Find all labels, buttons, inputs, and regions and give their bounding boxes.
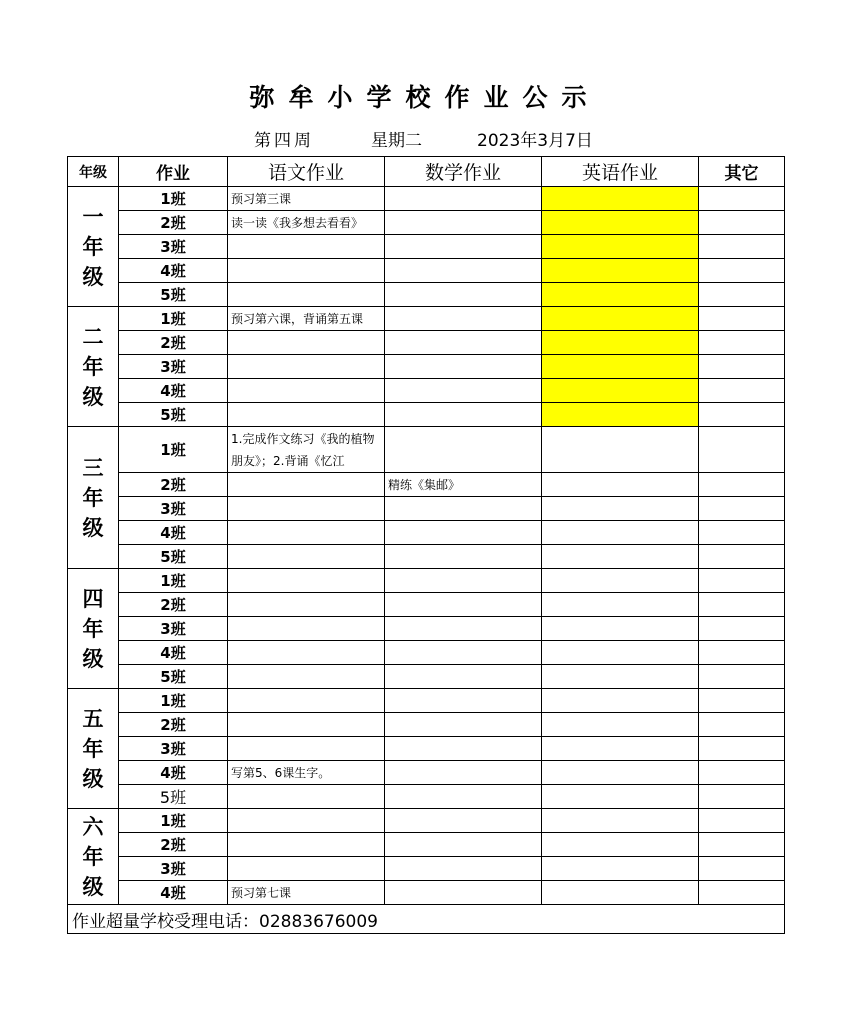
math-homework-cell xyxy=(385,593,542,617)
col-header-other: 其它 xyxy=(699,157,785,187)
other-homework-cell xyxy=(699,235,785,259)
class-label: 4班 xyxy=(119,379,228,403)
class-label: 2班 xyxy=(119,211,228,235)
week-label: 第四周 xyxy=(254,131,314,151)
table-row xyxy=(68,497,785,521)
table-row xyxy=(68,283,785,307)
english-homework-cell xyxy=(542,641,699,665)
chinese-homework-cell xyxy=(228,379,385,403)
grade-label xyxy=(68,307,119,427)
english-homework-cell xyxy=(542,593,699,617)
class-label: 3班 xyxy=(119,617,228,641)
col-header-math: 数学作业 xyxy=(385,157,542,187)
table-row xyxy=(68,187,785,211)
math-homework-cell xyxy=(385,617,542,641)
chinese-homework-cell xyxy=(228,403,385,427)
math-homework-cell xyxy=(385,857,542,881)
english-homework-cell xyxy=(542,235,699,259)
english-homework-cell xyxy=(542,545,699,569)
english-homework-cell xyxy=(542,665,699,689)
other-homework-cell xyxy=(699,283,785,307)
chinese-homework-cell xyxy=(228,235,385,259)
math-homework-cell xyxy=(385,497,542,521)
table-row xyxy=(68,211,785,235)
table-row xyxy=(68,641,785,665)
english-homework-cell xyxy=(542,521,699,545)
grade-label xyxy=(68,809,119,905)
other-homework-cell xyxy=(699,593,785,617)
table-row xyxy=(68,355,785,379)
class-label: 1班 xyxy=(119,689,228,713)
math-homework-cell xyxy=(385,187,542,211)
col-header-chinese: 语文作业 xyxy=(228,157,385,187)
table-row xyxy=(68,235,785,259)
header-row xyxy=(68,157,785,187)
chinese-homework-cell xyxy=(228,713,385,737)
math-homework-cell: 精练《集邮》 xyxy=(385,473,542,497)
table-row xyxy=(68,689,785,713)
table-row xyxy=(68,545,785,569)
grade-char: 级 xyxy=(82,646,104,671)
chinese-homework-cell xyxy=(228,259,385,283)
chinese-homework-cell xyxy=(228,521,385,545)
math-homework-cell xyxy=(385,881,542,905)
class-label: 1班 xyxy=(119,427,228,473)
other-homework-cell xyxy=(699,689,785,713)
table-row xyxy=(68,809,785,833)
other-homework-cell xyxy=(699,307,785,331)
english-homework-cell xyxy=(542,569,699,593)
math-homework-cell xyxy=(385,785,542,809)
grade-char: 年 xyxy=(82,354,104,379)
other-homework-cell xyxy=(699,521,785,545)
other-homework-cell xyxy=(699,737,785,761)
other-homework-cell xyxy=(699,427,785,473)
grade-char: 级 xyxy=(82,264,104,289)
chinese-homework-cell: 预习第六课，背诵第五课 xyxy=(228,307,385,331)
other-homework-cell xyxy=(699,641,785,665)
class-label: 1班 xyxy=(119,187,228,211)
chinese-homework-cell: 读一读《我多想去看看》 xyxy=(228,211,385,235)
class-label: 3班 xyxy=(119,857,228,881)
class-label: 4班 xyxy=(119,641,228,665)
other-homework-cell xyxy=(699,665,785,689)
math-homework-cell xyxy=(385,259,542,283)
math-homework-cell xyxy=(385,761,542,785)
table-row xyxy=(68,259,785,283)
class-label: 1班 xyxy=(119,809,228,833)
english-homework-cell xyxy=(542,211,699,235)
chinese-homework-cell: 预习第三课 xyxy=(228,187,385,211)
table-row xyxy=(68,569,785,593)
col-header-english: 英语作业 xyxy=(542,157,699,187)
other-homework-cell xyxy=(699,497,785,521)
grade-label xyxy=(68,187,119,307)
math-homework-cell xyxy=(385,545,542,569)
english-homework-cell xyxy=(542,187,699,211)
chinese-homework-cell xyxy=(228,833,385,857)
table-row xyxy=(68,713,785,737)
chinese-homework-cell: 写第5、6课生字。 xyxy=(228,761,385,785)
other-homework-cell xyxy=(699,545,785,569)
english-homework-cell xyxy=(542,497,699,521)
chinese-homework-cell xyxy=(228,785,385,809)
class-label: 3班 xyxy=(119,355,228,379)
chinese-homework-cell xyxy=(228,641,385,665)
other-homework-cell xyxy=(699,355,785,379)
math-homework-cell xyxy=(385,235,542,259)
other-homework-cell xyxy=(699,569,785,593)
table-row xyxy=(68,427,785,473)
grade-char: 级 xyxy=(82,515,104,540)
col-header-assignment: 作业 xyxy=(119,157,228,187)
footer-row xyxy=(68,905,785,934)
chinese-homework-cell: 预习第七课 xyxy=(228,881,385,905)
english-homework-cell xyxy=(542,785,699,809)
other-homework-cell xyxy=(699,403,785,427)
other-homework-cell xyxy=(699,857,785,881)
table-row xyxy=(68,833,785,857)
other-homework-cell xyxy=(699,379,785,403)
chinese-homework-cell xyxy=(228,569,385,593)
class-label: 3班 xyxy=(119,497,228,521)
other-homework-cell xyxy=(699,331,785,355)
class-label: 1班 xyxy=(119,569,228,593)
table-row xyxy=(68,331,785,355)
english-homework-cell xyxy=(542,307,699,331)
other-homework-cell xyxy=(699,809,785,833)
other-homework-cell xyxy=(699,785,785,809)
table-row xyxy=(68,737,785,761)
class-label: 3班 xyxy=(119,235,228,259)
chinese-homework-cell xyxy=(228,665,385,689)
table-row xyxy=(68,617,785,641)
page-title: 弥牟小学校作业公示 xyxy=(249,83,601,112)
english-homework-cell xyxy=(542,881,699,905)
weekday-label: 星期二 xyxy=(371,131,422,151)
table-row xyxy=(68,593,785,617)
other-homework-cell xyxy=(699,833,785,857)
complaint-hotline: 作业超量学校受理电话：02883676009 xyxy=(68,905,785,934)
grade-char: 五 xyxy=(82,706,104,731)
grade-char: 年 xyxy=(82,844,104,869)
grade-char: 年 xyxy=(82,736,104,761)
chinese-homework-cell xyxy=(228,857,385,881)
chinese-homework-cell xyxy=(228,283,385,307)
class-label: 2班 xyxy=(119,833,228,857)
class-label: 5班 xyxy=(119,665,228,689)
class-label: 1班 xyxy=(119,307,228,331)
table-row xyxy=(68,785,785,809)
chinese-homework-cell: 1.完成作文练习《我的植物朋友》；2.背诵《忆江 xyxy=(228,427,385,473)
chinese-homework-cell xyxy=(228,473,385,497)
other-homework-cell xyxy=(699,713,785,737)
table-row xyxy=(68,761,785,785)
table-row xyxy=(68,379,785,403)
chinese-homework-cell xyxy=(228,689,385,713)
homework-table xyxy=(67,156,785,934)
chinese-homework-cell xyxy=(228,497,385,521)
english-homework-cell xyxy=(542,403,699,427)
table-row xyxy=(68,857,785,881)
table-row xyxy=(68,665,785,689)
english-homework-cell xyxy=(542,617,699,641)
english-homework-cell xyxy=(542,355,699,379)
math-homework-cell xyxy=(385,521,542,545)
chinese-homework-cell xyxy=(228,617,385,641)
math-homework-cell xyxy=(385,809,542,833)
chinese-homework-cell xyxy=(228,545,385,569)
english-homework-cell xyxy=(542,379,699,403)
class-label: 3班 xyxy=(119,737,228,761)
english-homework-cell xyxy=(542,833,699,857)
grade-char: 二 xyxy=(82,324,104,349)
class-label: 4班 xyxy=(119,881,228,905)
class-label: 2班 xyxy=(119,473,228,497)
math-homework-cell xyxy=(385,355,542,379)
english-homework-cell xyxy=(542,473,699,497)
grade-label xyxy=(68,427,119,569)
grade-char: 四 xyxy=(82,586,104,611)
chinese-homework-cell xyxy=(228,331,385,355)
grade-char: 三 xyxy=(82,455,104,480)
other-homework-cell xyxy=(699,187,785,211)
english-homework-cell xyxy=(542,283,699,307)
english-homework-cell xyxy=(542,713,699,737)
class-label: 2班 xyxy=(119,593,228,617)
english-homework-cell xyxy=(542,857,699,881)
english-homework-cell xyxy=(542,427,699,473)
other-homework-cell xyxy=(699,211,785,235)
grade-char: 六 xyxy=(82,814,104,839)
grade-char: 级 xyxy=(82,766,104,791)
chinese-homework-cell xyxy=(228,355,385,379)
class-label: 2班 xyxy=(119,331,228,355)
class-label: 5班 xyxy=(119,283,228,307)
math-homework-cell xyxy=(385,427,542,473)
math-homework-cell xyxy=(385,569,542,593)
grade-char: 级 xyxy=(82,874,104,899)
class-label: 2班 xyxy=(119,713,228,737)
table-row xyxy=(68,881,785,905)
grade-char: 年 xyxy=(82,234,104,259)
math-homework-cell xyxy=(385,665,542,689)
class-label: 5班 xyxy=(119,403,228,427)
math-homework-cell xyxy=(385,689,542,713)
math-homework-cell xyxy=(385,737,542,761)
chinese-homework-cell xyxy=(228,593,385,617)
grade-char: 年 xyxy=(82,616,104,641)
table-row xyxy=(68,473,785,497)
class-label: 5班 xyxy=(119,545,228,569)
english-homework-cell xyxy=(542,809,699,833)
table-row xyxy=(68,521,785,545)
class-label: 5班 xyxy=(119,785,228,809)
math-homework-cell xyxy=(385,833,542,857)
class-label: 4班 xyxy=(119,259,228,283)
math-homework-cell xyxy=(385,283,542,307)
english-homework-cell xyxy=(542,689,699,713)
math-homework-cell xyxy=(385,403,542,427)
grade-label xyxy=(68,689,119,809)
math-homework-cell xyxy=(385,379,542,403)
chinese-homework-cell xyxy=(228,737,385,761)
math-homework-cell xyxy=(385,307,542,331)
grade-char: 一 xyxy=(82,204,104,229)
math-homework-cell xyxy=(385,211,542,235)
grade-label xyxy=(68,569,119,689)
math-homework-cell xyxy=(385,713,542,737)
english-homework-cell xyxy=(542,331,699,355)
table-row xyxy=(68,307,785,331)
col-header-grade: 年级 xyxy=(68,157,119,187)
math-homework-cell xyxy=(385,641,542,665)
math-homework-cell xyxy=(385,331,542,355)
other-homework-cell xyxy=(699,259,785,283)
chinese-homework-cell xyxy=(228,809,385,833)
grade-char: 年 xyxy=(82,485,104,510)
grade-char: 级 xyxy=(82,384,104,409)
class-label: 4班 xyxy=(119,521,228,545)
english-homework-cell xyxy=(542,761,699,785)
other-homework-cell xyxy=(699,761,785,785)
other-homework-cell xyxy=(699,473,785,497)
other-homework-cell xyxy=(699,617,785,641)
other-homework-cell xyxy=(699,881,785,905)
class-label: 4班 xyxy=(119,761,228,785)
english-homework-cell xyxy=(542,737,699,761)
table-row xyxy=(68,403,785,427)
english-homework-cell xyxy=(542,259,699,283)
date-label: 2023年3月7日 xyxy=(477,131,593,151)
